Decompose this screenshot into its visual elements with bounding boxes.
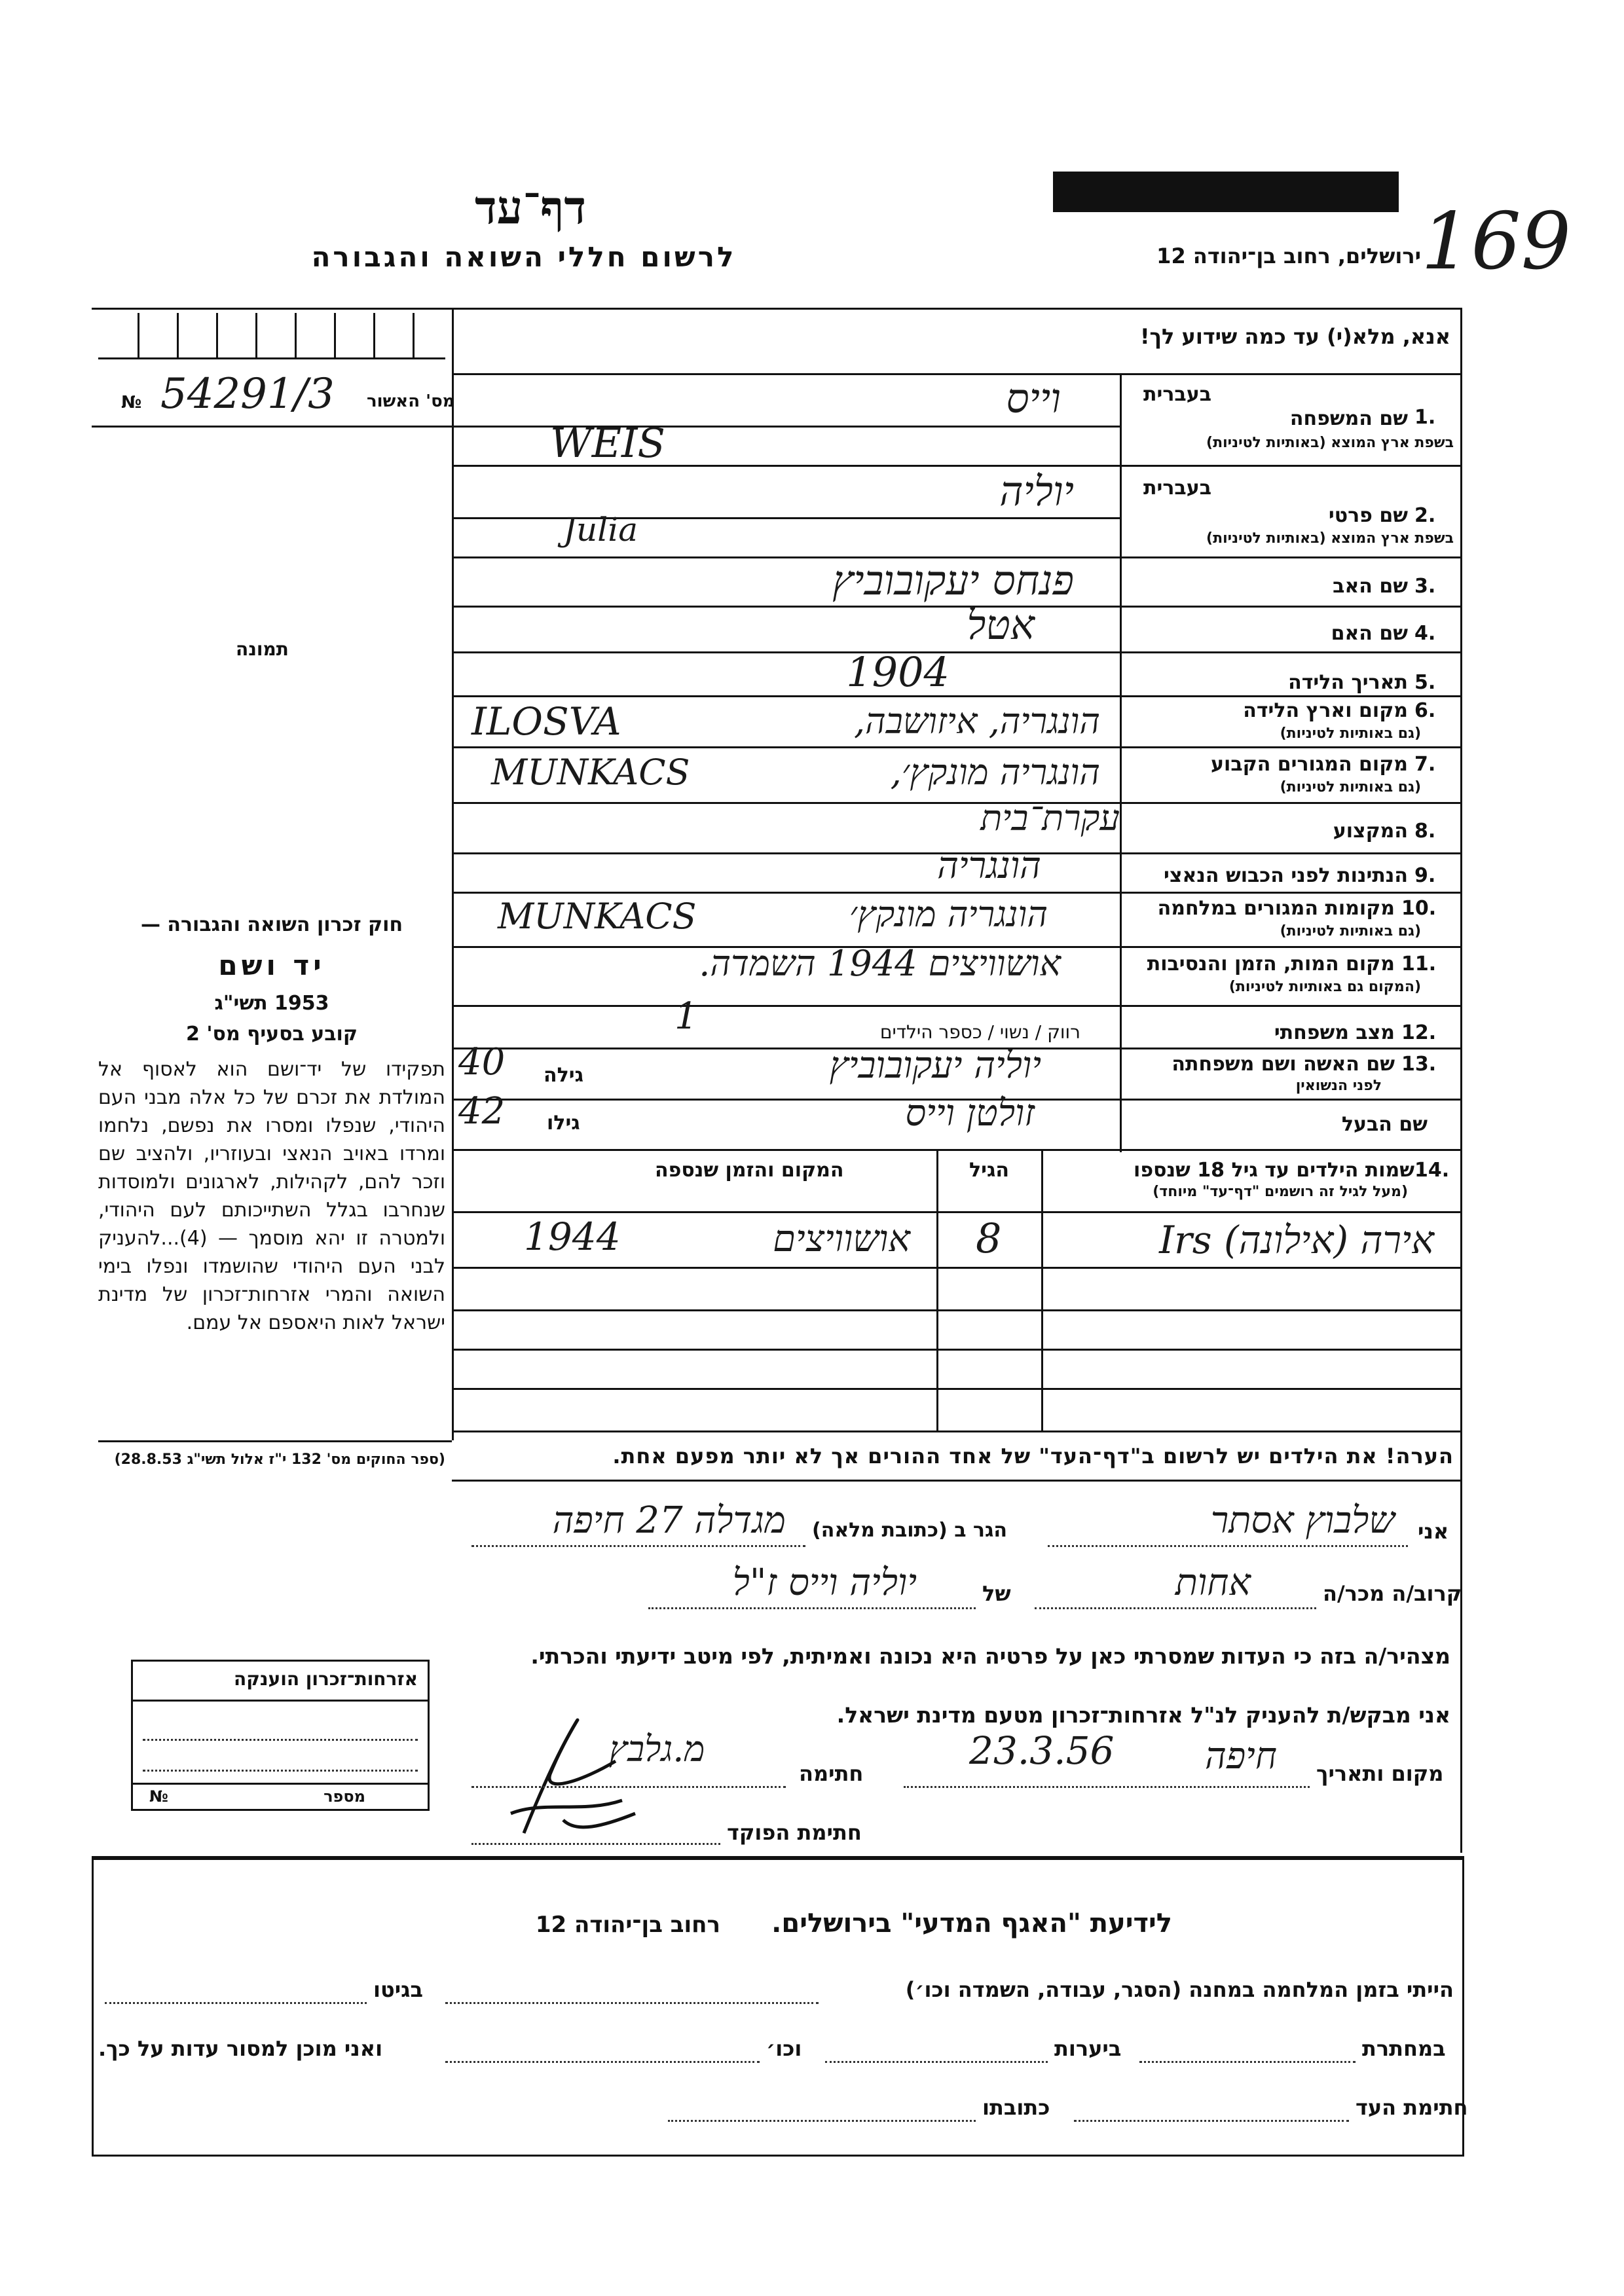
- field-8-num: 8.: [1414, 820, 1436, 843]
- field-2-value-latin: Julia: [563, 511, 638, 549]
- signature-scribble: [485, 1702, 655, 1846]
- law-text: תפקידו של יד־ושם הוא לאסוף אל המולדת את זכרם של כל אלה מבני העם היהודי, שנפלו ומסרו את נפשם, נלחמו ומרדו באויב הנאצי ובעוזריו, ולהציב שם וזכר להם, לקהילות, לארגונים ולמוסדות שנחרבו בגלל השתייכותם לעם היהודי, ולמטרה זו יהא מוסמך — (4)...להעניק לבני העם היהודי שהושמדו ונפלו בימי השואה והמרי אזרחות־זכרון של מדינת ישראל לאות היאספם אל עמם.: [98, 1058, 445, 1334]
- field-10-sub: (גם באותיות לטיניות): [1280, 923, 1421, 939]
- field-1-label: שם המשפחה: [1289, 407, 1408, 430]
- decl-signature-label: חתימה: [799, 1761, 864, 1786]
- field-2-hebrew-tag: בעברית: [1143, 477, 1211, 500]
- field-7-rule: [452, 802, 1460, 804]
- law-source: (ספר החוקים מס' 132 י"ז אלול תשי"ג 28.8.53): [114, 1451, 445, 1468]
- field-11-value: אושוויצים 1944 השמדה.: [699, 943, 1061, 984]
- children-col-age: הגיל: [969, 1159, 1009, 1182]
- decl-relation: אחות: [1175, 1561, 1251, 1604]
- archive-number: 169: [1421, 196, 1572, 287]
- field-6-sub: (גם באותיות לטיניות): [1280, 725, 1421, 742]
- field-4-label: שם האם: [1331, 622, 1408, 645]
- field-4-value: אטל: [967, 601, 1035, 649]
- husband-age-label: גילו: [547, 1112, 580, 1135]
- field-3-value: פנחס יעקובוביץ: [832, 556, 1074, 604]
- decl-address-line: [471, 1545, 805, 1547]
- footer-line2-d: ואני מוכן למסור עדות על כך.: [98, 2036, 383, 2061]
- decl-place-date-line: [904, 1786, 1310, 1788]
- decl-of-name-line: [648, 1607, 976, 1609]
- approval-label: מס' האשור: [367, 392, 455, 411]
- field-13-label: שם האשה ושם משפחתה: [1172, 1053, 1395, 1076]
- field-7-value-he: הונגריה מונקץ׳,: [890, 752, 1100, 793]
- field-12-num: 12.: [1401, 1021, 1437, 1044]
- form-right-border: [1460, 308, 1462, 1853]
- law-name: יד ושם: [218, 949, 325, 981]
- field-9-num: 9.: [1414, 864, 1436, 887]
- field-13-sub: לפני הנשואין: [1295, 1078, 1382, 1094]
- field-12-value: 1: [674, 995, 698, 1038]
- field-2-num: 2.: [1414, 504, 1436, 527]
- form-top-border: [92, 308, 1460, 310]
- field-1-num: 1.: [1414, 406, 1436, 429]
- citizenship-line-1: [143, 1739, 418, 1741]
- field-2-label: שם פרטי: [1328, 504, 1408, 527]
- field-5-label: תאריך הלידה: [1288, 671, 1408, 694]
- field-5-rule: [452, 695, 1460, 697]
- field-10-num: 10.: [1401, 897, 1437, 920]
- field-8-value: עקרת־בית: [980, 797, 1120, 839]
- approval-number: 54291/3: [160, 370, 335, 418]
- field-1-value-latin: WEIS: [550, 419, 665, 467]
- field-11-sub: (המקום גם באותיות לטיניות): [1228, 979, 1421, 995]
- approval-underline: [92, 426, 452, 428]
- field-13-age-label: גילה: [544, 1064, 583, 1087]
- label-column-divider: [1120, 373, 1122, 1152]
- field-11-num: 11.: [1401, 953, 1437, 975]
- field-2-value-he: יוליה: [999, 467, 1074, 515]
- field-1-value-he: וייס: [1006, 374, 1061, 422]
- child-1-age: 8: [976, 1214, 1002, 1262]
- field-10-value-latin: MUNKACS: [498, 896, 697, 937]
- footer-line2-c: וכו׳: [766, 2036, 802, 2061]
- field-9-label: הנתינות לפני הכבוש הנאצי: [1164, 864, 1408, 887]
- citizenship-number-label: מספר: [323, 1787, 365, 1806]
- children-num: 14.: [1414, 1159, 1450, 1182]
- decl-official-line: [471, 1843, 720, 1845]
- decl-ani: אני: [1418, 1519, 1449, 1544]
- children-row-2-rule: [452, 1309, 1460, 1311]
- footer-line2-blank-b: [825, 2061, 1048, 2063]
- child-1-name: אירה (אילונה) Irs: [1159, 1218, 1434, 1262]
- field-7-value-latin: MUNKACS: [491, 752, 690, 793]
- field-6-label: מקום וארץ הלידה: [1243, 699, 1408, 722]
- form-title: דף־עד: [474, 180, 586, 234]
- child-1-place: אושוויצים: [773, 1218, 910, 1260]
- field-12-label: מצב משפחתי: [1274, 1021, 1395, 1044]
- form-subtitle: לרשום חללי השואה והגבורה: [311, 241, 737, 273]
- footer-line3-a: חתימת העד: [1356, 2095, 1468, 2120]
- field-6-num: 6.: [1414, 699, 1436, 722]
- footer-line1-blank-2: [105, 2002, 367, 2004]
- header-address: ירושלים, רחוב בן־יהודה 12: [1156, 244, 1421, 268]
- field-2-sub: בשפת ארץ המוצא (באותיות לטיניות): [1206, 530, 1454, 547]
- decl-lives-in: הגר ב (כתובת מלאה): [812, 1519, 1008, 1542]
- field-6-value-latin: ILOSVA: [471, 699, 621, 744]
- child-1-year: 1944: [524, 1214, 621, 1259]
- footer-line3-blank-b: [668, 2120, 976, 2122]
- children-row-1-rule: [452, 1267, 1460, 1269]
- field-6-value-he: הונגריה, איזושבה,: [854, 701, 1100, 742]
- footer-box: [92, 1856, 1464, 2157]
- decl-of-name: יוליה וייס ז"ל: [732, 1561, 917, 1604]
- request-line: אנא, מלא(י) עד כמה שידוע לך!: [1139, 324, 1450, 349]
- decl-statement: מצהיר/ה בזה כי העדות שמסרתי כאן על פרטיה היא נכונה ואמיתית, לפי מיטב ידיעתי והכרתי.: [530, 1643, 1450, 1669]
- field-7-sub: (גם באותיות לטיניות): [1280, 779, 1421, 795]
- field-1-hebrew-tag: בעברית: [1143, 383, 1211, 406]
- field-5-num: 5.: [1414, 671, 1436, 694]
- citizenship-line-2: [143, 1770, 418, 1772]
- husband-value: זולטן וייס: [905, 1092, 1035, 1135]
- field-9-value: הונגריה: [937, 845, 1041, 887]
- decl-official-label: חתימת הפוקד: [727, 1820, 862, 1845]
- footer-line1-a: הייתי בזמן המלחמה במחנה (הסגר, עבודה, השמדה וכו׳): [905, 1977, 1454, 2002]
- footer-title: לידיעת "האגף המדעי" בירושלים.: [771, 1908, 1172, 1939]
- decl-request: אני מבקש/ת להעניק לנ"ל אזרחות־זכרון מטעם מדינת ישראל.: [836, 1702, 1450, 1728]
- field-4-rule: [452, 651, 1460, 653]
- footer-address: רחוב בן־יהודה 12: [535, 1912, 720, 1938]
- footer-line2-blank-c: [445, 2061, 760, 2063]
- children-row-3-rule: [452, 1349, 1460, 1351]
- code-boxes: [98, 313, 445, 359]
- decl-address: מגדלה 27 חיפה: [552, 1499, 786, 1542]
- children-sub: (מעל לגיל זה רושמים "דף־עד" מיוחד): [1153, 1184, 1408, 1200]
- footer-line1-blank: [445, 2002, 819, 2004]
- request-line-rule: [452, 373, 1460, 375]
- children-col-place: המקום והזמן שנספה: [655, 1159, 844, 1182]
- footer-line2-b: ביערות: [1054, 2036, 1122, 2061]
- law-box-bottom: [98, 1440, 452, 1442]
- decl-relation-line: [1035, 1607, 1316, 1609]
- left-column-divider: [452, 308, 454, 1440]
- footer-line3-blank-a: [1074, 2120, 1349, 2122]
- field-13-age: 40: [458, 1041, 506, 1084]
- approval-no-label: №: [121, 393, 142, 412]
- field-2-rule-a: [452, 517, 1120, 519]
- field-13-value: יוליה יעקובוביץ: [829, 1044, 1041, 1087]
- field-3-num: 3.: [1414, 575, 1436, 598]
- field-10-label: מקומות המגורים במלחמה: [1157, 897, 1395, 920]
- decl-place-date-label: מקום ותאריך: [1316, 1761, 1444, 1786]
- citizenship-no-label: №: [149, 1787, 168, 1806]
- field-8-label: המקצוע: [1333, 820, 1408, 843]
- field-4-num: 4.: [1414, 622, 1436, 645]
- husband-label: שם הבעל: [1341, 1113, 1428, 1136]
- field-11-rule: [452, 1005, 1460, 1007]
- decl-name-line: [1048, 1545, 1408, 1547]
- footer-line3-b: כתובתו: [982, 2095, 1050, 2120]
- field-7-num: 7.: [1414, 753, 1436, 776]
- decl-date: 23.3.56: [969, 1728, 1115, 1773]
- decl-place: חיפה: [1205, 1735, 1277, 1777]
- field-13-num: 13.: [1401, 1053, 1437, 1076]
- law-title: חוק זכרון השואה והגבורה —: [140, 913, 403, 936]
- photo-label: תמונה: [236, 638, 289, 660]
- law-year: 1953 תשי"ג: [214, 992, 329, 1015]
- footer-line2-a: במחתרת: [1362, 2036, 1446, 2061]
- header-stamp-bar: [1053, 172, 1399, 212]
- field-5-value: 1904: [846, 648, 950, 696]
- husband-rule: [452, 1149, 1460, 1151]
- field-6-rule: [452, 746, 1460, 748]
- children-header-rule: [452, 1211, 1460, 1213]
- note-rule: [452, 1480, 1460, 1482]
- decl-signature: מ.גלבץ: [609, 1728, 705, 1770]
- field-1-sub: בשפת ארץ המוצא (באותיות לטיניות): [1206, 435, 1454, 451]
- footer-line2-blank-a: [1139, 2061, 1356, 2063]
- citizenship-box: [131, 1660, 430, 1811]
- field-12-options: רווק / נשוי / כספר הילדים: [879, 1021, 1080, 1043]
- decl-of-label: של: [982, 1581, 1011, 1606]
- footer-line1-b: בגיטו: [373, 1977, 423, 2002]
- field-3-rule: [452, 606, 1460, 608]
- law-section: קובע בסעיף מס' 2: [186, 1023, 358, 1046]
- children-row-4-rule: [452, 1388, 1460, 1390]
- children-note: הערה! את הילדים יש לרשום ב"דף־העד" של אחד ההורים אך לא יותר מפעם אחת.: [612, 1444, 1454, 1468]
- field-3-label: שם האב: [1333, 575, 1408, 598]
- children-label: שמות הילדים עד גיל 18 שנספו: [1134, 1159, 1414, 1182]
- field-1-rule: [452, 465, 1460, 467]
- decl-relative-label: קרוב/ה מכר/ה: [1323, 1581, 1462, 1606]
- field-11-label: מקום המות, הזמן והנסיבות: [1147, 953, 1395, 975]
- field-10-value-he: הונגריה מונקץ׳: [849, 894, 1048, 935]
- children-row-5-rule: [452, 1430, 1460, 1432]
- decl-witness-name: שלבוץ אסתר: [1210, 1499, 1395, 1542]
- citizenship-title: אזרחות־זכרון הוענקה: [234, 1668, 418, 1690]
- field-7-label: מקום המגורים הקבוע: [1211, 753, 1408, 776]
- husband-age: 42: [458, 1090, 506, 1133]
- decl-signature-line: [471, 1786, 786, 1788]
